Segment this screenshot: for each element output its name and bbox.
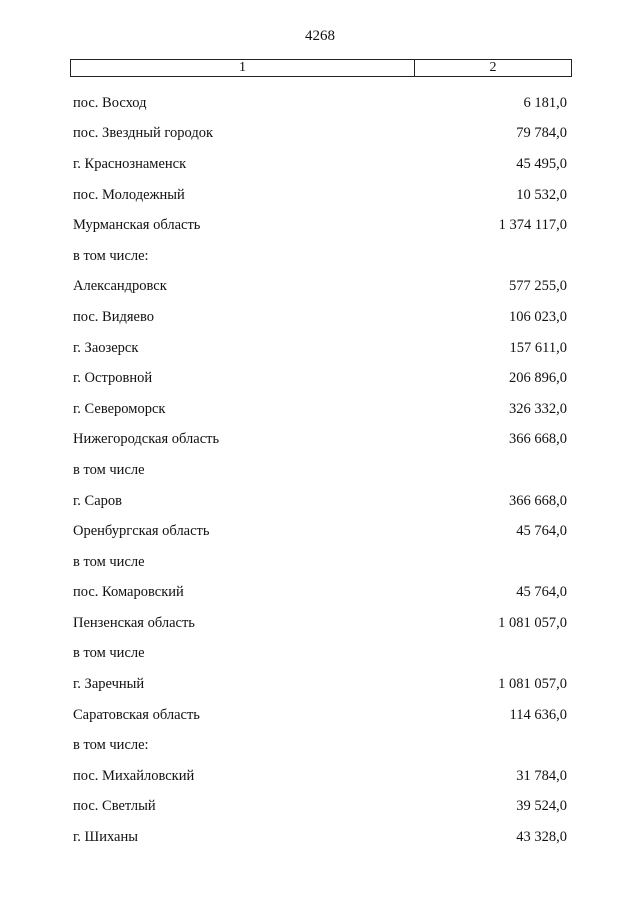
table-row bbox=[73, 486, 567, 517]
row-name: Александровск bbox=[73, 278, 167, 295]
table-row bbox=[73, 394, 567, 425]
row-name: г. Островной bbox=[73, 370, 153, 387]
page-number: 4268 bbox=[305, 28, 335, 44]
row-name: г. Шиханы bbox=[73, 829, 138, 846]
table-row bbox=[73, 149, 567, 180]
row-value: 10 532,0 bbox=[516, 186, 567, 203]
table-row bbox=[73, 792, 567, 823]
table-row bbox=[73, 363, 567, 394]
row-name: Пензенская область bbox=[73, 614, 195, 631]
table-row bbox=[73, 119, 567, 150]
row-name: Мурманская область bbox=[73, 217, 201, 234]
row-value: 106 023,0 bbox=[509, 308, 567, 325]
table-row bbox=[73, 272, 567, 303]
row-name: Нижегородская область bbox=[73, 431, 220, 448]
row-name: пос. Видяево bbox=[73, 308, 154, 325]
table-row bbox=[73, 241, 567, 272]
table-row bbox=[73, 578, 567, 609]
row-name: в том числе bbox=[73, 461, 145, 478]
row-value: 366 668,0 bbox=[509, 431, 567, 448]
row-name: в том числе bbox=[73, 645, 145, 662]
row-value: 1 081 057,0 bbox=[498, 614, 567, 631]
row-name: Саратовская область bbox=[73, 706, 200, 723]
table-row bbox=[73, 730, 567, 761]
table-row bbox=[73, 608, 567, 639]
table-row bbox=[73, 180, 567, 211]
row-value: 366 668,0 bbox=[509, 492, 567, 509]
row-name: г. Заречный bbox=[73, 676, 145, 693]
row-value: 1 374 117,0 bbox=[498, 217, 567, 234]
table-row bbox=[73, 425, 567, 456]
table-row bbox=[73, 210, 567, 241]
row-name: г. Заозерск bbox=[73, 339, 139, 356]
row-name: пос. Молодежный bbox=[73, 186, 185, 203]
table-row bbox=[73, 761, 567, 792]
row-name: в том числе bbox=[73, 553, 145, 570]
table-body bbox=[73, 88, 567, 853]
row-value: 577 255,0 bbox=[509, 278, 567, 295]
table-row bbox=[73, 822, 567, 853]
table-row bbox=[73, 88, 567, 119]
row-name: в том числе: bbox=[73, 247, 149, 264]
row-name: пос. Комаровский bbox=[73, 584, 184, 601]
row-value: 45 764,0 bbox=[516, 584, 567, 601]
table-row bbox=[73, 700, 567, 731]
row-name: г. Саров bbox=[73, 492, 123, 509]
row-value: 6 181,0 bbox=[523, 94, 567, 111]
table-row bbox=[73, 639, 567, 670]
row-name: г. Краснознаменск bbox=[73, 155, 187, 172]
column-header-2: 2 bbox=[489, 60, 497, 75]
table-row bbox=[73, 302, 567, 333]
row-name: пос. Восход bbox=[73, 94, 147, 111]
table-row bbox=[73, 547, 567, 578]
row-value: 45 764,0 bbox=[516, 523, 567, 540]
row-name: г. Североморск bbox=[73, 400, 166, 417]
row-value: 31 784,0 bbox=[516, 767, 567, 784]
table-header bbox=[70, 59, 572, 77]
row-value: 1 081 057,0 bbox=[498, 676, 567, 693]
row-value: 114 636,0 bbox=[509, 706, 567, 723]
table-row bbox=[73, 669, 567, 700]
row-value: 39 524,0 bbox=[516, 798, 567, 815]
row-name: пос. Светлый bbox=[73, 798, 156, 815]
table-row bbox=[73, 333, 567, 364]
row-value: 157 611,0 bbox=[509, 339, 567, 356]
row-value: 43 328,0 bbox=[516, 829, 567, 846]
row-name: Оренбургская область bbox=[73, 523, 210, 540]
row-value: 79 784,0 bbox=[516, 125, 567, 142]
row-name: пос. Звездный городок bbox=[73, 125, 214, 142]
table-row bbox=[73, 516, 567, 547]
row-value: 326 332,0 bbox=[509, 400, 567, 417]
column-header-1: 1 bbox=[71, 60, 415, 76]
table-row bbox=[73, 455, 567, 486]
row-value: 206 896,0 bbox=[509, 370, 567, 387]
row-name: в том числе: bbox=[73, 737, 149, 754]
row-value: 45 495,0 bbox=[516, 155, 567, 172]
row-name: пос. Михайловский bbox=[73, 767, 195, 784]
